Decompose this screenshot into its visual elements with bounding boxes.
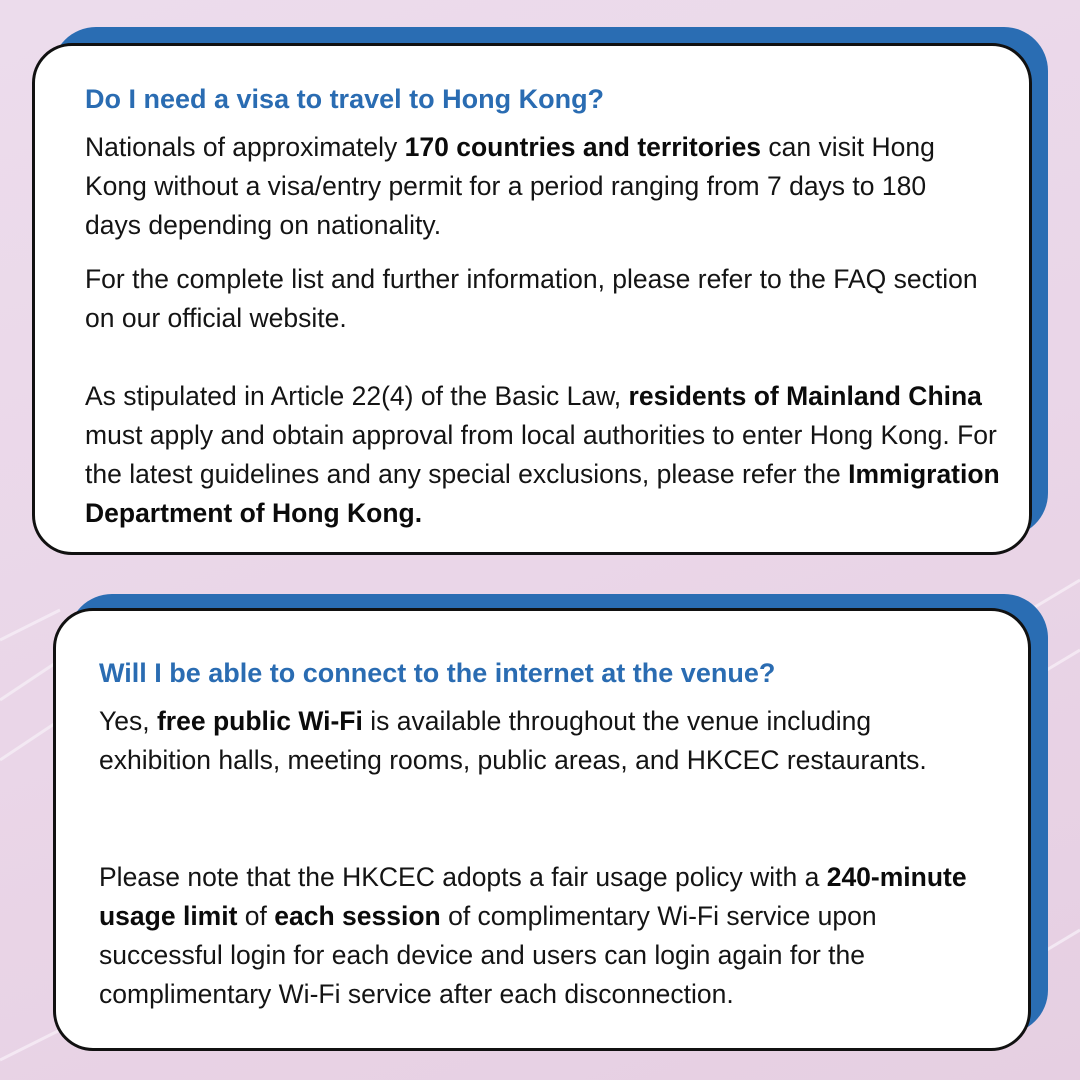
faq-question-visa: Do I need a visa to travel to Hong Kong? xyxy=(85,84,605,114)
faq-answer-internet-p2: Please note that the HKCEC adopts a fair usage policy with a 240-minute usage limit of each session of complimentary Wi-Fi service upon successful login for each device and users can login again for the complimentary Wi-Fi service after each disconnection. xyxy=(99,862,967,1009)
faq-answer-visa-p3: As stipulated in Article 22(4) of the Basic Law, residents of Mainland China must apply and obtain approval from local authorities to enter Hong Kong. For the latest guidelines and any special exclusions, please refer the Immigration Department of Hong Kong. xyxy=(85,381,1000,528)
highlight-free-wifi: free public Wi-Fi xyxy=(156,706,363,736)
faq-answer-visa-p1: Nationals of approximately 170 countries and territories can visit Hong Kong without a visa/entry permit for a period ranging from 7 days to 180 days depending on nationality. xyxy=(85,132,935,240)
highlight-each-session: each session xyxy=(274,901,441,931)
highlight-residents-mainland: residents of Mainland China xyxy=(628,381,982,411)
highlight-170-countries: 170 countries and territories xyxy=(404,132,762,162)
faq-answer-internet-p1: Yes, free public Wi-Fi is available throughout the venue including exhibition halls, meeting rooms, public areas, and HKCEC restaurants. xyxy=(99,706,927,775)
faq-answer-visa-p2: For the complete list and further information, please refer to the FAQ section on our official website. xyxy=(85,264,978,333)
highlight-immigration-dept: Immigration Department of Hong Kong. xyxy=(85,459,1000,528)
faq-question-internet: Will I be able to connect to the internet at the venue? xyxy=(99,658,776,688)
faq-card-2 xyxy=(53,608,1031,1051)
highlight-240-minute: 240-minute usage limit xyxy=(99,862,967,931)
faq-card-1 xyxy=(32,43,1032,555)
